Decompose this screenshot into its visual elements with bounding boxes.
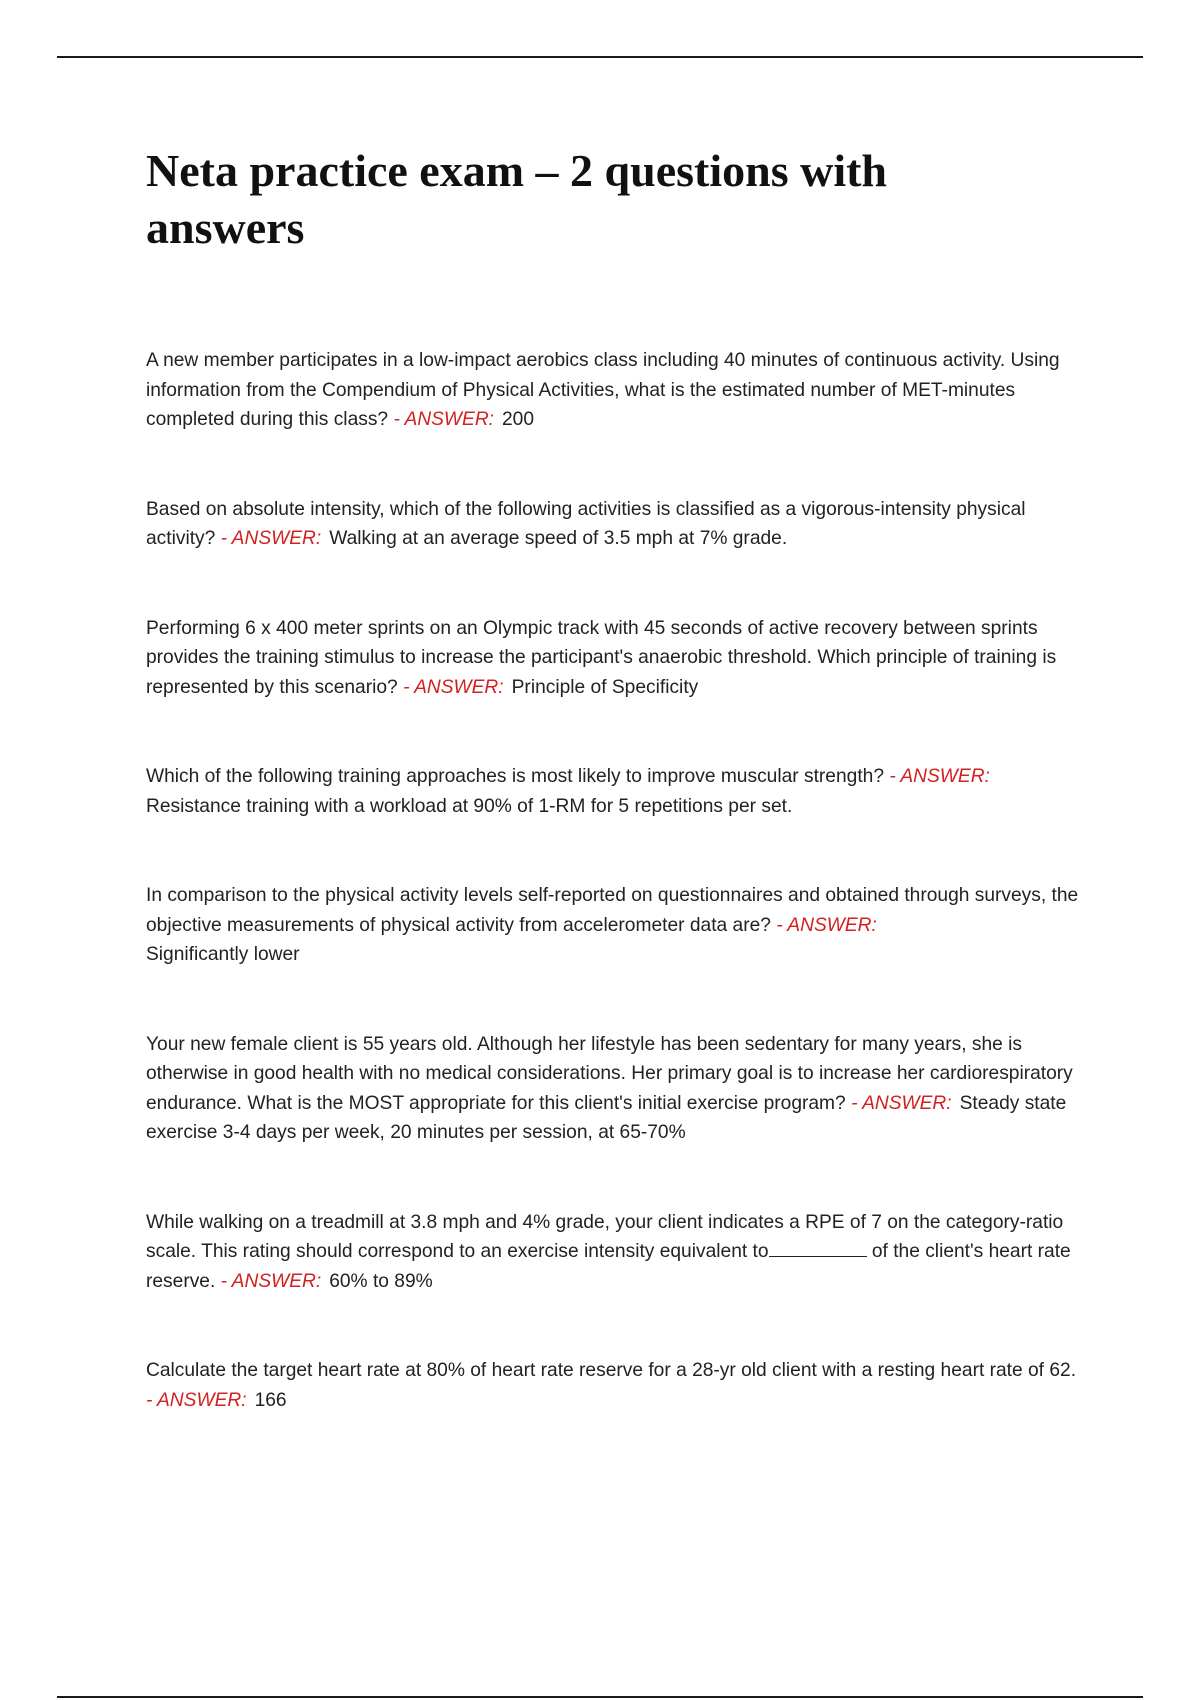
question-item	[146, 614, 1081, 703]
question-list	[146, 346, 1081, 1415]
question-text: Performing 6 x 400 meter sprints on an Olympic track with 45 seconds of active recovery between sprints provides the training stimulus to increase the participant's anaerobic threshold. Which principle of training is represented by this scenario?	[146, 617, 1057, 698]
answer-label: - ANSWER:	[776, 914, 877, 936]
question-text: While walking on a treadmill at 3.8 mph and 4% grade, your client indicates a RPE of 7 on the category-ratio scale. This rating should correspond to an exercise intensity equivalent to	[146, 1211, 1064, 1262]
question-item	[146, 1208, 1081, 1297]
document-title: Neta practice exam – 2 questions with answers	[146, 145, 888, 253]
question-item	[146, 1356, 1081, 1415]
question-item	[146, 346, 1081, 435]
question-item	[146, 1030, 1081, 1148]
answer-text: 166	[254, 1389, 287, 1411]
answer-text: Steady state exercise 3-4 days per week, 20 minutes per session, at 65-70%	[146, 1092, 1067, 1143]
answer-label: - ANSWER:	[851, 1092, 952, 1114]
fill-in-blank	[769, 1237, 867, 1257]
answer-label: - ANSWER:	[146, 1389, 247, 1411]
bottom-rule	[57, 1696, 1143, 1698]
question-text: Which of the following training approaches is most likely to improve muscular strength?	[146, 766, 884, 787]
answer-text: 200	[502, 409, 535, 430]
question-text-continued: of the client's heart rate reserve.	[146, 1241, 1071, 1292]
question-item	[146, 495, 1081, 554]
question-text: Calculate the target heart rate at 80% of heart rate reserve for a 28-yr old client with a resting heart rate of 62.	[146, 1360, 1077, 1381]
answer-label: - ANSWER:	[403, 676, 504, 698]
answer-text: Principle of Specificity	[511, 676, 699, 698]
question-text: Based on absolute intensity, which of the following activities is classified as a vigorous-intensity physical activity?	[146, 498, 1026, 549]
answer-label: - ANSWER:	[220, 528, 322, 549]
answer-text: Significantly lower	[146, 944, 300, 965]
answer-label: - ANSWER:	[220, 1270, 322, 1292]
answer-label: - ANSWER:	[889, 766, 990, 787]
top-rule	[57, 56, 1143, 58]
question-item	[146, 881, 1081, 970]
answer-text: Walking at an average speed of 3.5 mph at 7% grade.	[329, 528, 788, 549]
question-item	[146, 762, 1081, 821]
answer-label: - ANSWER:	[393, 409, 495, 430]
question-text: Your new female client is 55 years old. Although her lifestyle has been sedentary for many years, she is otherwise in good health with no medical considerations. Her primary goal is to increase her cardiorespiratory endurance. What is the MOST appropriate for this client's initial exercise program?	[146, 1033, 1073, 1114]
question-text: In comparison to the physical activity levels self-reported on questionnaires and obtained through surveys, the objective measurements of physical activity from accelerometer data are?	[146, 885, 1079, 936]
question-text: A new member participates in a low-impact aerobics class including 40 minutes of continuous activity. Using information from the Compendium of Physical Activities, what is the estimated number of MET-minutes completed during this class?	[146, 350, 1060, 430]
answer-text: Resistance training with a workload at 90% of 1-RM for 5 repetitions per set.	[146, 795, 793, 817]
answer-text: 60% to 89%	[329, 1270, 433, 1292]
